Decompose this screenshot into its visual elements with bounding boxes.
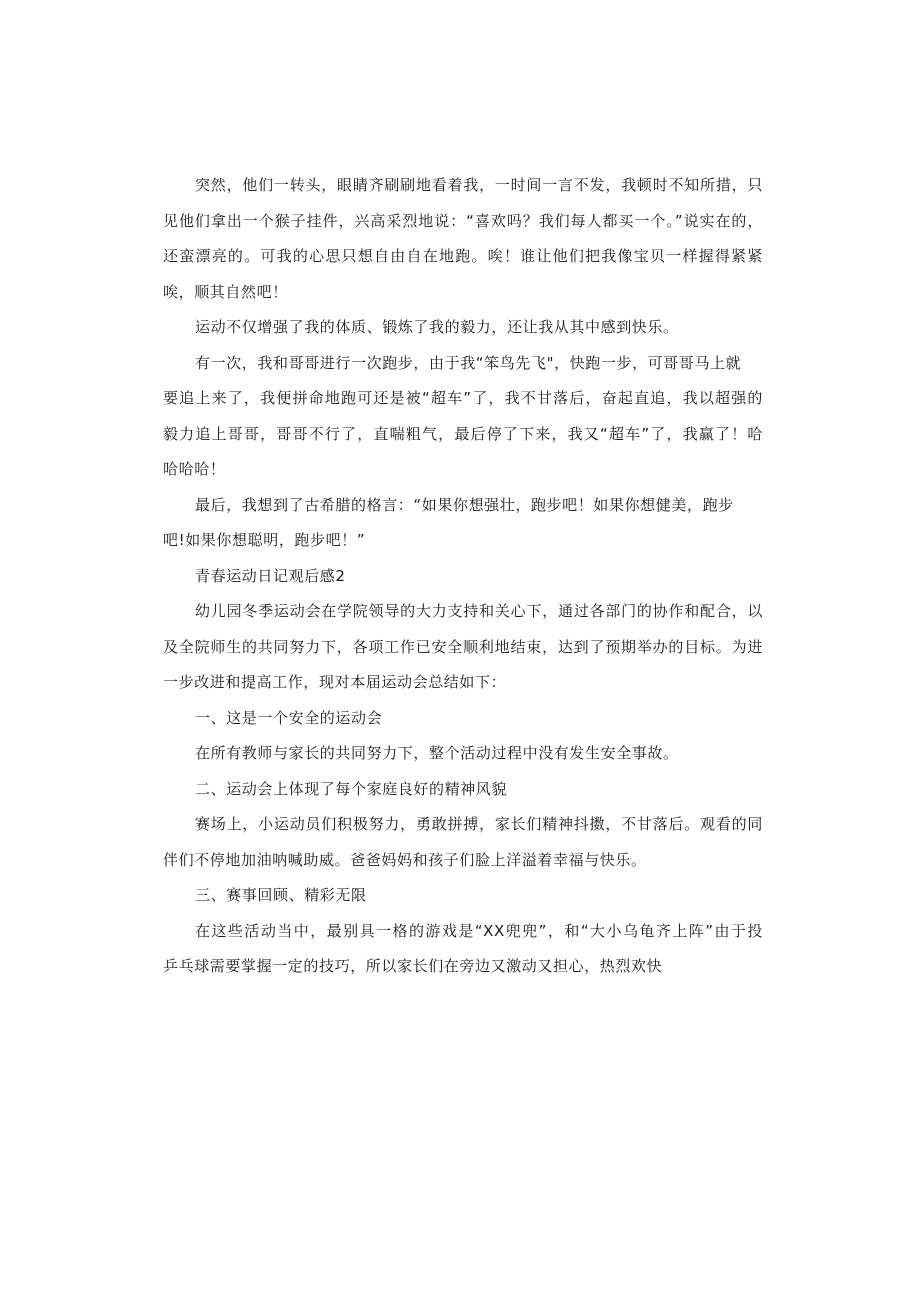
paragraph-line: 还蛮漂亮的。可我的心思只想自由自在地跑。唉！谁让他们把我像宝贝一样握得紧紧 [163, 247, 763, 265]
paragraph-line: 要追上来了，我便拼命地跑可还是被“超车”了，我不甘落后，奋起直追，我以超强的 [163, 389, 763, 407]
paragraph-line: 哈哈哈！ [163, 460, 226, 478]
paragraph-line: 幼儿园冬季运动会在学院领导的大力支持和关心下，通过各部门的协作和配合，以 [195, 602, 763, 620]
document-body [163, 168, 763, 985]
paragraph-line: 及全院师生的共同努力下，各项工作已安全顺利地结束，达到了预期举办的目标。为进 [163, 637, 763, 656]
paragraph-line: 突然，他们一转头，眼睛齐刷刷地看着我，一时间一言不发，我顿时不知所措，只 [195, 176, 763, 194]
paragraph-line: 有一次，我和哥哥进行一次跑步，由于我“笨鸟先飞"，快跑一步，可哥哥马上就 [195, 353, 742, 372]
subsection-heading: 二、运动会上体现了每个家庭良好的精神风貌 [195, 779, 508, 798]
paragraph-line: 唉，顺其自然吧！ [163, 282, 288, 301]
subsection-heading: 三、赛事回顾、精彩无限 [195, 886, 367, 904]
paragraph-line: 一步改进和提高工作，现对本届运动会总结如下： [163, 673, 507, 691]
section-heading: 青春运动日记观后感2 [195, 566, 346, 585]
paragraph-line: 吧!如果你想聪明，跑步吧！” [163, 531, 366, 549]
paragraph-line: 伴们不停地加油呐喊助威。爸爸妈妈和孩子们脸上洋溢着幸福与快乐。 [163, 850, 647, 869]
paragraph-line: 在这些活动当中，最别具一格的游戏是“XX兜兜”，和“大小乌龟齐上阵”由于投 [195, 921, 763, 940]
paragraph-line: 赛场上，小运动员们积极努力，勇敢拼搏，家长们精神抖擞，不甘落后。观看的同 [195, 815, 763, 833]
paragraph-line: 见他们拿出一个猴子挂件，兴高采烈地说：“喜欢吗？我们每人都买一个。”说实在的， [163, 211, 763, 230]
paragraph-line: 毅力追上哥哥，哥哥不行了，直喘粗气，最后停了下来，我又“超车”了，我赢了！哈 [163, 424, 763, 443]
subsection-heading: 一、这是一个安全的运动会 [195, 708, 383, 727]
paragraph-line: 乒乓球需要掌握一定的技巧，所以家长们在旁边又激动又担心，热烈欢快 [163, 957, 663, 975]
paragraph-line: 在所有教师与家长的共同努力下，整个活动过程中没有发生安全事故。 [195, 744, 679, 762]
paragraph-line: 运动不仅增强了我的体质、锻炼了我的毅力，还让我从其中感到快乐。 [195, 318, 679, 336]
paragraph-line: 最后，我想到了古希腊的格言：“如果你想强壮，跑步吧！如果你想健美，跑步 [195, 495, 734, 514]
